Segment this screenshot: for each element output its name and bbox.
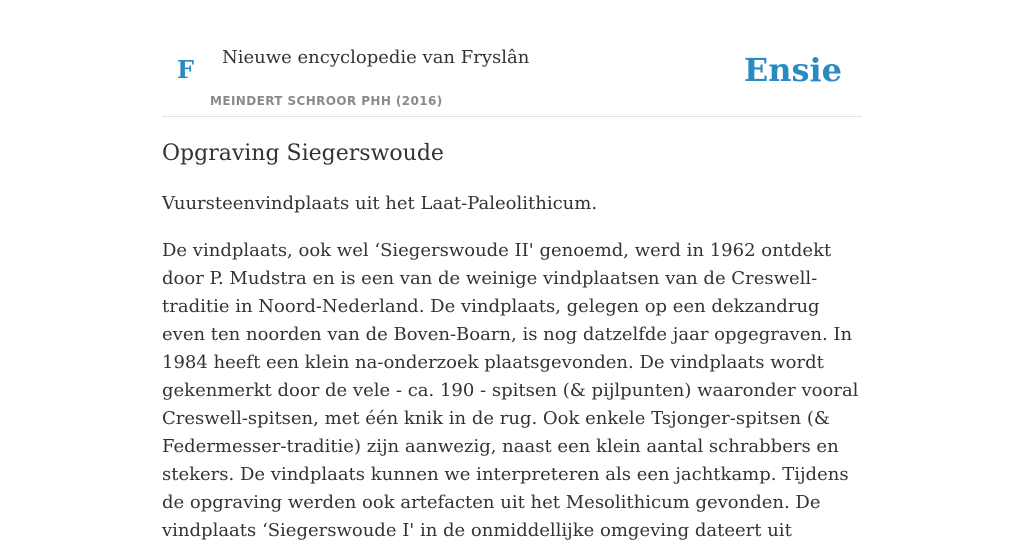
article-title: Opgraving Siegerswoude <box>162 141 444 166</box>
article <box>162 138 862 545</box>
brand-logo[interactable]: Ensie <box>743 51 842 89</box>
article-body: De vindplaats, ook wel ‘Siegerswoude II' genoemd, werd in 1962 ontdekt door P. Mudstra en is een van de weinige vindplaatsen van de Creswell-traditie in Noord-Nederland. De vindplaats, gelegen op een dekzandrug even ten noorden van de Boven-Boarn, is nog datzelfde jaar opgegraven. In 1984 heeft een klein na-onderzoek plaatsgevonden. De vindplaats wordt gekenmerkt door de vele - ca. 190 - spitsen (& pijlpunten) waaronder vooral Creswell-spitsen, met één knik in de rug. Ook enkele Tsjonger-spitsen (& Federmesser-traditie) zijn aanwezig, naast een klein aantal schrabbers en stekers. De vindplaats kunnen we interpreteren als een jachtkamp. Tijdens de opgraving werden ook artefacten uit het Mesolithicum gevonden. De vindplaats ‘Siegerswoude I' in de onmiddellijke omgeving dateert uit <box>162 240 859 541</box>
book-logo[interactable]: F <box>177 55 195 84</box>
book-author: MEINDERT SCHROOR PHH (2016) <box>210 94 443 108</box>
article-lead: Vuursteenvindplaats uit het Laat-Paleolithicum. <box>162 193 598 214</box>
book-title[interactable]: Nieuwe encyclopedie van Fryslân <box>222 47 530 68</box>
header <box>162 0 862 117</box>
